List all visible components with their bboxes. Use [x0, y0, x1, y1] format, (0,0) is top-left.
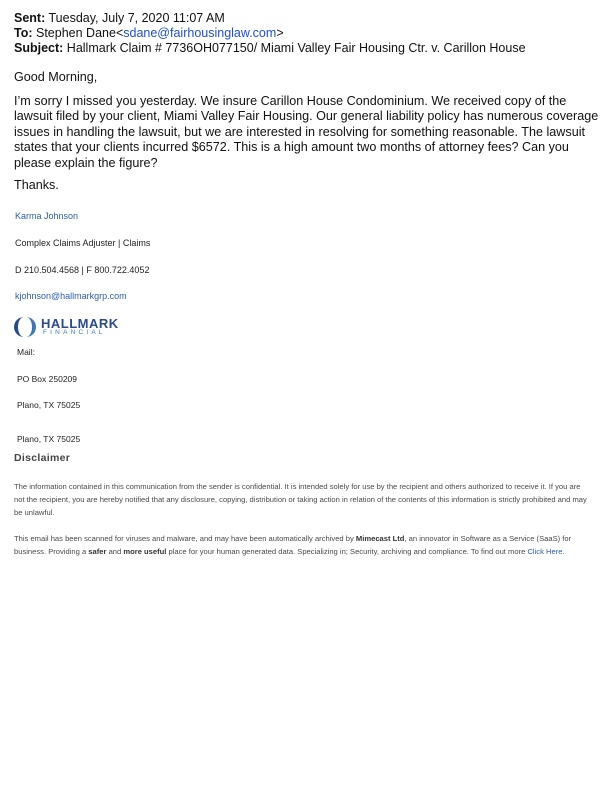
hallmark-logo-icon — [13, 315, 37, 339]
signature-title: Complex Claims Adjuster | Claims — [15, 238, 151, 248]
city-line-1: Plano, TX 75025 — [17, 400, 81, 410]
signature-phones: D 210.504.4568 | F 800.722.4052 — [15, 265, 150, 275]
to-line: To: Stephen Dane<sdane@fairhousinglaw.com> — [14, 26, 284, 40]
signature-email-link[interactable]: kjohnson@hallmarkgrp.com — [15, 291, 127, 301]
p2-text-h: . — [562, 547, 565, 557]
sent-label: Sent: — [14, 11, 46, 25]
click-here-link[interactable]: Click Here — [527, 547, 563, 557]
closing: Thanks. — [14, 178, 59, 192]
p2-text-c: , an innovator in Software as a Service (SaaS) for business. Providing a — [14, 534, 572, 557]
signature-name: Karma Johnson — [15, 211, 79, 221]
p2-text-g: place for your human generated data. Specializing in; Security, archiving and compliance. To find out more — [166, 547, 528, 557]
disclaimer-paragraph-1: The information contained in this communication from the sender is confidential. It is intended solely for use by the recipient and others authorized to receive it. If you are not the recipient, you are hereby notified that any disclosure, copying, distribution or taking action in relation of the contents of this information is strictly prohibited and may be unlawful. — [14, 482, 587, 518]
p2-more-useful: more useful — [123, 547, 167, 557]
disclaimer-title: Disclaimer — [14, 452, 71, 464]
sent-line — [14, 11, 225, 26]
p2-mimecast: Mimecast Ltd — [355, 534, 405, 543]
disclaimer-paragraph-2 — [14, 532, 592, 558]
mail-label: Mail: — [17, 347, 35, 357]
logo-name: HALLMARK — [41, 316, 119, 331]
to-name: Stephen Dane — [36, 26, 116, 40]
message-paragraph: I’m sorry I missed you yesterday. We insure Carillon House Condominium. We received copy of the lawsuit filed by your client, Miami Valley Fair Housing. Our general liability policy has numerous coverage issues in handling the lawsuit, but we are interested in resolving for something reasonable. The lawsuit states that your clients incurred $6572. This is a high amount two months of attorney fees? Can you please explain the figure? — [14, 94, 599, 170]
subject-label: Subject: — [14, 41, 64, 55]
greeting: Good Morning, — [14, 70, 98, 84]
p2-safer: safer — [88, 547, 107, 557]
subject-value: Hallmark Claim # 7736OH077150/ Miami Valley Fair Housing Ctr. v. Carillon House — [66, 41, 526, 55]
p2-text-a: This email has been scanned for viruses and malware, and may have been automatically archived by — [14, 534, 356, 543]
hallmark-logo — [13, 315, 133, 339]
city-line-2: Plano, TX 75025 — [17, 434, 81, 444]
subject-line — [14, 41, 526, 56]
po-box: PO Box 250209 — [17, 374, 78, 384]
logo-sub: FINANCIAL — [43, 329, 106, 336]
p2-text-e: and — [106, 547, 124, 557]
to-label: To: — [14, 26, 33, 40]
sent-value: Tuesday, July 7, 2020 11:07 AM — [48, 11, 225, 25]
to-email-link[interactable]: sdane@fairhousinglaw.com — [123, 26, 277, 40]
